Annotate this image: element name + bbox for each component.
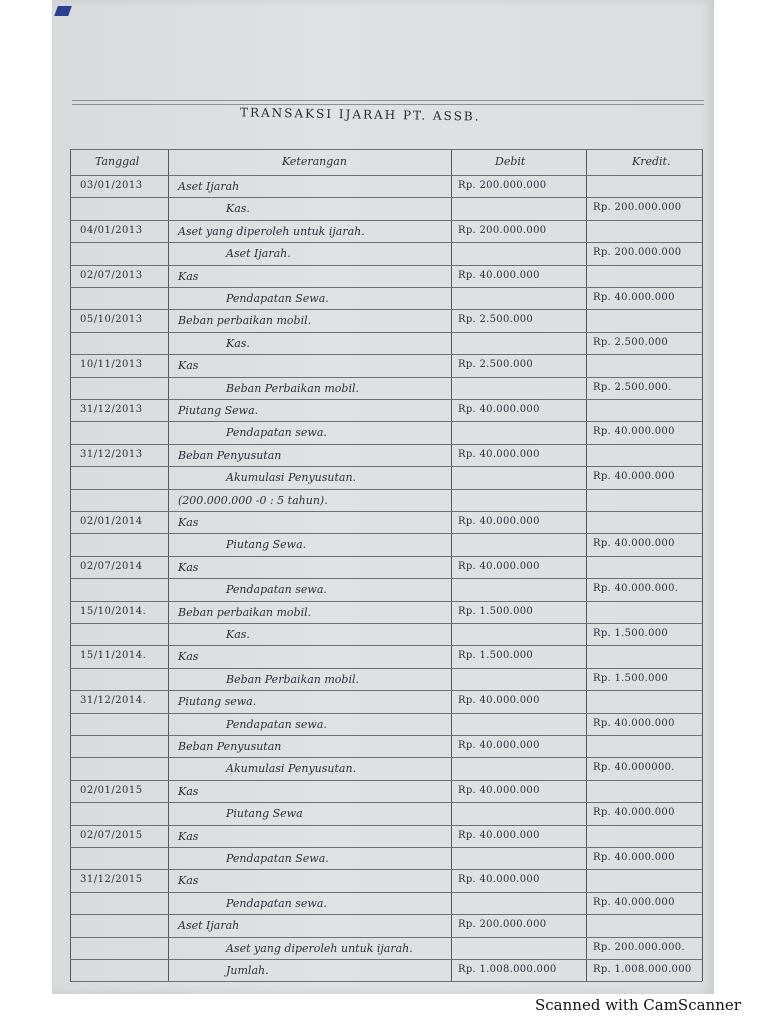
- row-rule: [70, 489, 702, 490]
- row-description: Kas: [178, 874, 199, 887]
- row-description: Piutang sewa.: [178, 695, 257, 708]
- row-rule: [70, 869, 702, 870]
- row-description: Beban Perbaikan mobil.: [226, 382, 359, 395]
- row-description: Kas: [178, 270, 199, 283]
- row-debit: Rp. 40.000.000: [458, 270, 540, 281]
- row-debit: Rp. 40.000.000: [458, 874, 540, 885]
- row-debit: Rp. 200.000.000: [458, 919, 547, 930]
- row-rule: [70, 421, 702, 422]
- row-description: Akumulasi Penyusutan.: [226, 762, 357, 775]
- row-rule: [70, 175, 702, 176]
- row-date: 03/01/2013: [80, 180, 143, 191]
- row-kredit: Rp. 1.500.000: [593, 628, 669, 639]
- row-rule: [70, 511, 702, 512]
- header-keterangan: Keterangan: [282, 155, 347, 168]
- row-description: Pendapatan sewa.: [226, 718, 327, 731]
- row-date: 31/12/2013: [80, 449, 143, 460]
- row-kredit: Rp. 40.000.000: [593, 897, 675, 908]
- row-description: Kas: [178, 830, 199, 843]
- row-debit: Rp. 2.500.000: [458, 359, 534, 370]
- row-description: Aset Ijarah.: [226, 247, 291, 260]
- column-rule: [586, 149, 587, 981]
- row-description: Kas: [178, 561, 199, 574]
- row-rule: [70, 825, 702, 826]
- row-rule: [70, 847, 702, 848]
- column-rule: [451, 149, 452, 981]
- row-debit: Rp. 200.000.000: [458, 180, 547, 191]
- row-date: 02/07/2013: [80, 270, 143, 281]
- row-description: Pendapatan Sewa.: [226, 292, 329, 305]
- row-description: Pendapatan Sewa.: [226, 852, 329, 865]
- row-date: 02/01/2015: [80, 785, 143, 796]
- row-kredit: Rp. 40.000.000: [593, 426, 675, 437]
- row-rule: [70, 623, 702, 624]
- row-kredit: Rp. 1.008.000.000: [593, 964, 692, 975]
- column-rule: [70, 149, 71, 981]
- row-description: Piutang Sewa.: [178, 404, 259, 417]
- row-rule: [70, 556, 702, 557]
- row-description: Kas: [178, 359, 199, 372]
- top-rule: [72, 104, 704, 105]
- row-rule: [70, 959, 702, 960]
- row-description: Aset yang diperoleh untuk ijarah.: [178, 225, 365, 238]
- row-description: Kas.: [226, 337, 250, 350]
- row-description: Aset Ijarah: [178, 919, 240, 932]
- row-date: 02/01/2014: [80, 516, 143, 527]
- row-date: 15/10/2014.: [80, 606, 147, 617]
- row-rule: [70, 242, 702, 243]
- header-debit: Debit: [495, 155, 526, 168]
- row-kredit: Rp. 200.000.000: [593, 247, 682, 258]
- row-debit: Rp. 40.000.000: [458, 830, 540, 841]
- row-rule: [70, 735, 702, 736]
- row-rule: [70, 713, 702, 714]
- row-description: Piutang Sewa.: [226, 538, 307, 551]
- column-rule: [702, 149, 703, 981]
- row-debit: Rp. 40.000.000: [458, 785, 540, 796]
- row-description: Akumulasi Penyusutan.: [226, 471, 357, 484]
- row-debit: Rp. 2.500.000: [458, 314, 534, 325]
- row-debit: Rp. 1.500.000: [458, 650, 534, 661]
- row-date: 04/01/2013: [80, 225, 143, 236]
- row-kredit: Rp. 40.000.000: [593, 471, 675, 482]
- row-kredit: Rp. 40.000000.: [593, 762, 675, 773]
- row-rule: [70, 444, 702, 445]
- row-rule: [70, 399, 702, 400]
- row-date: 31/12/2014.: [80, 695, 147, 706]
- row-rule: [70, 802, 702, 803]
- row-debit: Rp. 40.000.000: [458, 404, 540, 415]
- row-description: Kas.: [226, 202, 250, 215]
- row-description: (200.000.000 -0 : 5 tahun).: [178, 494, 328, 507]
- row-rule: [70, 197, 702, 198]
- row-rule: [70, 981, 702, 982]
- row-description: Kas.: [226, 628, 250, 641]
- row-rule: [70, 601, 702, 602]
- right-margin: [714, 0, 768, 994]
- row-debit: Rp. 40.000.000: [458, 561, 540, 572]
- row-kredit: Rp. 200.000.000: [593, 202, 682, 213]
- row-description: Beban perbaikan mobil.: [178, 606, 312, 619]
- row-rule: [70, 332, 702, 333]
- row-debit: Rp. 40.000.000: [458, 449, 540, 460]
- row-description: Beban Perbaikan mobil.: [226, 673, 359, 686]
- row-kredit: Rp. 40.000.000: [593, 292, 675, 303]
- row-rule: [70, 690, 702, 691]
- column-rule: [168, 149, 169, 981]
- row-description: Pendapatan sewa.: [226, 897, 327, 910]
- scanner-watermark: Scanned with CamScanner: [535, 996, 741, 1014]
- row-debit: Rp. 200.000.000: [458, 225, 547, 236]
- row-date: 02/07/2014: [80, 561, 143, 572]
- row-date: 31/12/2013: [80, 404, 143, 415]
- header-kredit: Kredit.: [632, 155, 671, 168]
- row-debit: Rp. 40.000.000: [458, 740, 540, 751]
- row-date: 10/11/2013: [80, 359, 143, 370]
- row-date: 31/12/2015: [80, 874, 143, 885]
- row-description: Aset yang diperoleh untuk ijarah.: [226, 942, 413, 955]
- row-rule: [70, 309, 702, 310]
- row-rule: [70, 668, 702, 669]
- document-title: TRANSAKSI IJARAH PT. ASSB.: [239, 105, 481, 124]
- row-rule: [70, 533, 702, 534]
- row-description: Aset Ijarah: [178, 180, 240, 193]
- row-kredit: Rp. 40.000.000: [593, 538, 675, 549]
- row-kredit: Rp. 2.500.000: [593, 337, 669, 348]
- row-rule: [70, 354, 702, 355]
- row-description: Kas: [178, 516, 199, 529]
- row-description: Kas: [178, 785, 199, 798]
- row-debit: Rp. 1.008.000.000: [458, 964, 557, 975]
- row-description: Beban perbaikan mobil.: [178, 314, 312, 327]
- top-rule: [72, 100, 704, 101]
- row-rule: [70, 149, 702, 150]
- row-rule: [70, 466, 702, 467]
- row-description: Piutang Sewa: [226, 807, 303, 820]
- row-description: Beban Penyusutan: [178, 449, 282, 462]
- row-debit: Rp. 40.000.000: [458, 695, 540, 706]
- row-rule: [70, 914, 702, 915]
- row-rule: [70, 578, 702, 579]
- row-kredit: Rp. 1.500.000: [593, 673, 669, 684]
- header-tanggal: Tanggal: [95, 155, 140, 168]
- row-kredit: Rp. 40.000.000: [593, 852, 675, 863]
- row-description: Pendapatan sewa.: [226, 426, 327, 439]
- row-rule: [70, 645, 702, 646]
- row-description: Pendapatan sewa.: [226, 583, 327, 596]
- row-debit: Rp. 1.500.000: [458, 606, 534, 617]
- row-rule: [70, 377, 702, 378]
- row-kredit: Rp. 200.000.000.: [593, 942, 685, 953]
- row-kredit: Rp. 40.000.000: [593, 718, 675, 729]
- row-rule: [70, 265, 702, 266]
- row-rule: [70, 757, 702, 758]
- row-rule: [70, 780, 702, 781]
- row-rule: [70, 220, 702, 221]
- row-description: Jumlah.: [226, 964, 269, 977]
- row-debit: Rp. 40.000.000: [458, 516, 540, 527]
- row-kredit: Rp. 40.000.000.: [593, 583, 679, 594]
- row-kredit: Rp. 2.500.000.: [593, 382, 672, 393]
- row-rule: [70, 937, 702, 938]
- left-margin: [0, 0, 52, 995]
- row-rule: [70, 892, 702, 893]
- row-description: Kas: [178, 650, 199, 663]
- row-rule: [70, 287, 702, 288]
- row-date: 15/11/2014.: [80, 650, 147, 661]
- row-description: Beban Penyusutan: [178, 740, 282, 753]
- row-date: 02/07/2015: [80, 830, 143, 841]
- row-kredit: Rp. 40.000.000: [593, 807, 675, 818]
- row-date: 05/10/2013: [80, 314, 143, 325]
